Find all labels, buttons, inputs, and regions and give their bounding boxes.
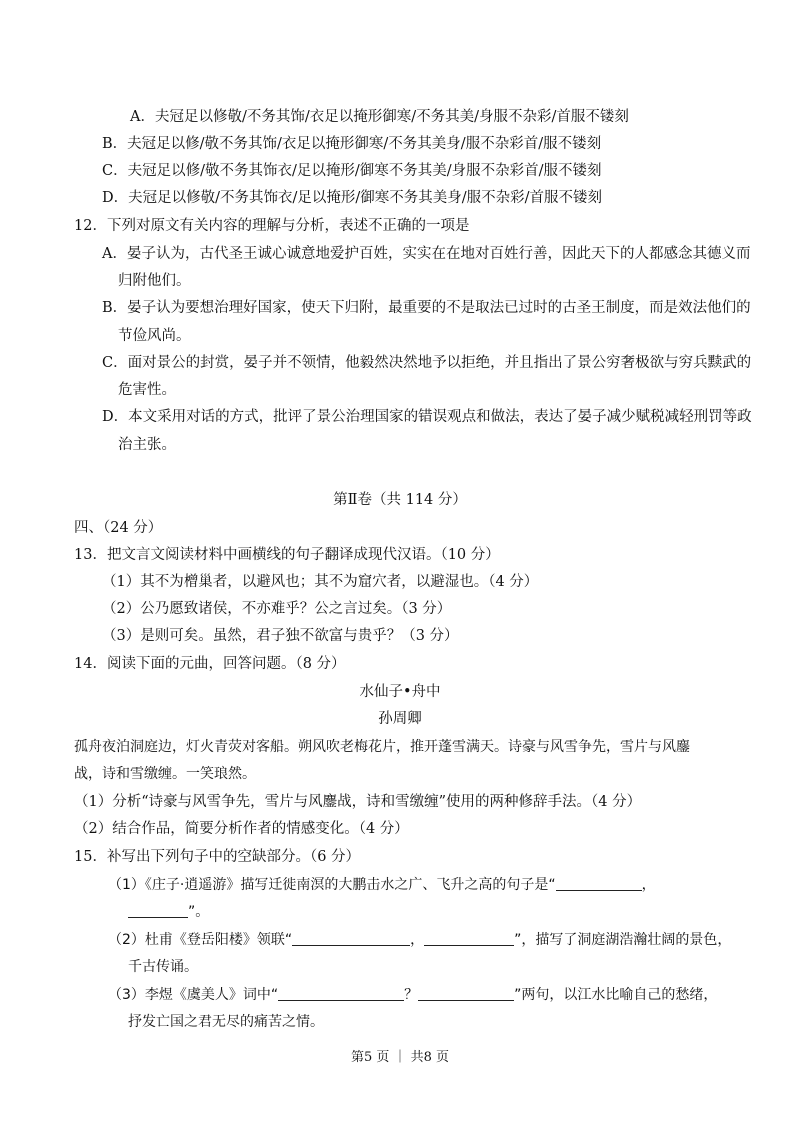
q15-stem: 15．补写出下列句子中的空缺部分。（6 分） (74, 849, 361, 865)
q15-sub-1-sep: ， (641, 877, 656, 893)
q15-sub-2 (108, 930, 731, 950)
q14-sub-1: （1）分析“诗豪与风雪争先，雪片与风鏖战，诗和雪缴缠”使用的两种修辞手法。（4 分） (74, 794, 642, 810)
q15-sub-2-cont: 千古传诵。 (128, 959, 198, 975)
q15-sub-3-cont: 抒发亡国之君无尽的痛苦之情。 (128, 1014, 324, 1030)
q14-sub-2: （2）结合作品，简要分析作者的情感变化。（4 分） (74, 821, 409, 837)
q15-sub-2-text: （2）杜甫《登岳阳楼》领联“ (108, 932, 293, 948)
q15-sub-2-sep: ， (410, 932, 425, 948)
poem-line-1: 孤舟夜泊洞庭边，灯火青荧对客船。朔风吹老梅花片，推开蓬雪满天。诗豪与风雪争先，雪片与风鏖 (74, 739, 690, 755)
fill-blank-5[interactable] (278, 986, 404, 1001)
q11-option-c: C．夫冠足以修/敬不务其饰衣/足以掩形/御寒不务其美/身服不杂彩首/服不镂刻 (102, 163, 602, 179)
q12-option-d: D．本文采用对话的方式，批评了景公治理国家的错误观点和做法，表达了晏子减少赋税减轻刑罚等政 (102, 409, 752, 425)
q13-stem: 13．把文言文阅读材料中画横线的句子翻译成现代汉语。（10 分） (74, 547, 500, 563)
q15-sub-3-sep: ？ (404, 987, 419, 1003)
fill-blank-1[interactable] (556, 876, 642, 891)
q15-sub-1-text: （1）《庄子·逍遥游》描写迁徙南溟的大鹏击水之广、飞升之高的句子是“ (108, 877, 556, 893)
poem-line-2: 战，诗和雪缴缠。一笑琅然。 (74, 766, 256, 782)
q15-sub-3 (108, 985, 717, 1005)
q11-option-d: D．夫冠足以修敬/不务其饰衣/足以掩形/御寒不务其美身/服不杂彩/首服不镂刻 (102, 190, 603, 206)
q12-option-c: C．面对景公的封赏，晏子并不领情，他毅然决然地予以拒绝，并且指出了景公穷奢极欲与穷兵黩武的 (102, 355, 752, 371)
q12-option-a: A．晏子认为，古代圣王诚心诚意地爱护百姓，实实在在地对百姓行善，因此天下的人都感念其德义而 (102, 246, 751, 262)
q14-stem: 14．阅读下面的元曲，回答问题。（8 分） (74, 656, 346, 672)
section-title: 第Ⅱ卷（共 114 分） (333, 492, 467, 508)
q15-sub-3-end: ”两句，以江水比喻自己的愁绪， (514, 987, 718, 1003)
q15-sub-3-text: （3）李煜《虞美人》词中“ (108, 987, 279, 1003)
q15-sub-1-cont (128, 902, 209, 922)
fill-blank-2[interactable] (128, 903, 188, 918)
q13-sub-1: （1）其不为橧巢者，以避风也；其不为窟穴者，以避湿也。（4 分） (102, 574, 539, 590)
q12-stem: 12．下列对原文有关内容的理解与分析，表述不正确的一项是 (74, 218, 470, 234)
q11-option-b: B．夫冠足以修/敬不务其饰/衣足以掩形御寒/不务其美身/服不杂彩首/服不镂刻 (102, 136, 602, 152)
fill-blank-4[interactable] (424, 931, 514, 946)
poem-author: 孙周卿 (378, 711, 422, 727)
q11-option-a: A．夫冠足以修敬/不务其饰/衣足以掩形御寒/不务其美/身服不杂彩/首服不镂刻 (130, 109, 629, 125)
page-footer: 第5 页 ｜ 共8 页 (350, 1050, 450, 1065)
q12-option-c-cont: 危害性。 (118, 382, 176, 398)
q13-sub-3: （3）是则可矣。虽然，君子独不欲富与贵乎？（3 分） (102, 628, 459, 644)
q13-sub-2: （2）公乃愿致诸侯，不亦难乎？公之言过矣。（3 分） (102, 601, 452, 617)
q15-sub-2-end: ”，描写了洞庭湖浩瀚壮阔的景色， (514, 932, 732, 948)
q15-sub-1 (108, 875, 656, 895)
fill-blank-6[interactable] (418, 986, 514, 1001)
q12-option-a-cont: 归附他们。 (118, 273, 191, 289)
q12-option-d-cont: 治主张。 (118, 437, 176, 453)
q12-option-b: B．晏子认为要想治理好国家，使天下归附，最重要的不是取法已过时的古圣王制度，而是效法他们的 (102, 300, 751, 316)
part-four-heading: 四、（24 分） (74, 520, 163, 536)
q15-sub-1-end: ”。 (188, 904, 210, 920)
poem-title: 水仙子•舟中 (359, 684, 441, 700)
q12-option-b-cont: 节俭风尚。 (118, 328, 191, 344)
fill-blank-3[interactable] (292, 931, 410, 946)
